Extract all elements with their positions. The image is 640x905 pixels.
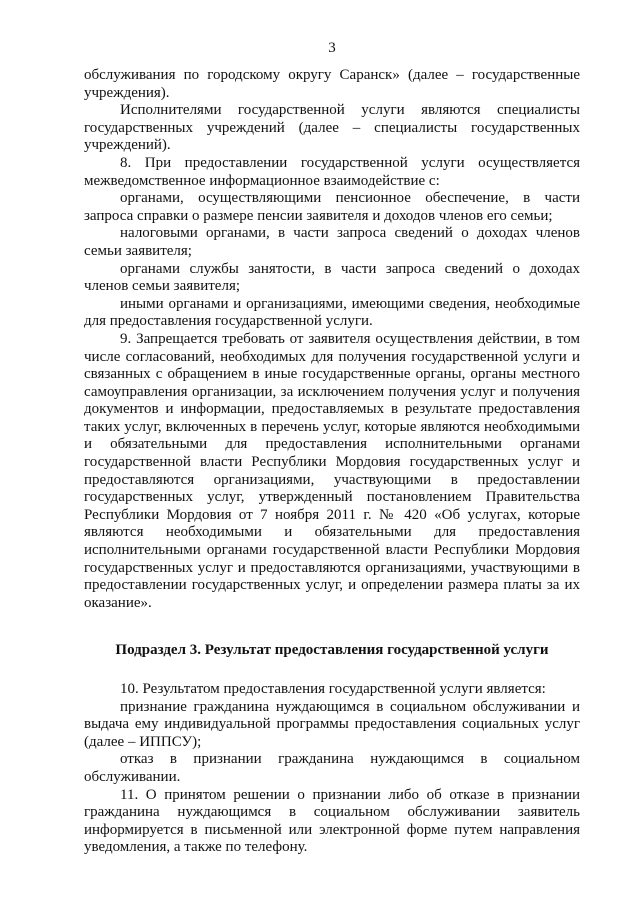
spacer [84,612,580,642]
section-heading: Подраздел 3. Результат предоставления государственной услуги [115,642,549,659]
document-body [84,67,580,857]
paragraph-item-11: 11. О принятом решении о признании либо об отказе в признании гражданина нуждающимся в социальном обслуживании заявитель информируется в письменной или электронной форме путем направления уведомления, а также по телефону. [84,786,580,856]
paragraph: Исполнителями государственной услуги являются специалисты государственных учреждений (далее – специалисты государственных учреждений). [84,102,580,154]
paragraph: налоговыми органами, в части запроса сведений о доходах членов семьи заявителя; [84,225,580,259]
page-number: 3 [328,40,336,56]
paragraph: органами службы занятости, в части запроса сведений о доходах членов семьи заявителя; [84,260,580,295]
paragraph-item-8: 8. При предоставлении государственной услуги осуществляется межведомственное информационное взаимодействие с: [84,154,580,189]
paragraph: отказ в признании гражданина нуждающимся в социальном обслуживании. [84,751,580,785]
paragraph-item-9: 9. Запрещается требовать от заявителя осуществления действии, в том числе согласований, необходимых для получения государственной услуги и связанных с обращением в иные государственные органы, органы местного самоуправления организации, за исключением получения услуг и получения документов и информации, предоставляемых в результате предоставления таких услуг, включенных в перечень услуг, которые являются необходимыми и обязательными для предоставления исполнительными органами государственной власти Республики Мордовия государственных услуг и предоставляются организациями, участвующими в предоставлении государственных услуг, утвержденный постановлением Правительства Республики Мордовия от 7 ноября 2011 г. № 420 «Об услугах, которые являются необходимыми и обязательными для предоставления исполнительными органами государственной власти Республики Мордовия государственных услуг и предоставляются организациями, участвующими в предоставлении государственных услуг, и определении размера платы за их оказание». [84,330,580,611]
spacer [84,660,580,681]
paragraph: органами, осуществляющими пенсионное обеспечение, в части запроса справки о размере пенсии заявителя и доходов членов его семьи; [84,190,580,224]
paragraph: признание гражданина нуждающимся в социальном обслуживании и выдача ему индивидуальной программы предоставления социальных услуг (далее – ИППСУ); [84,698,580,750]
paragraph-item-10: 10. Результатом предоставления государственной услуги является: [120,681,546,697]
paragraph: иными органами и организациями, имеющими сведения, необходимые для предоставления государственной услуги. [84,295,580,330]
paragraph: обслуживания по городскому округу Саранск» (далее – государственные учреждения). [84,67,580,101]
